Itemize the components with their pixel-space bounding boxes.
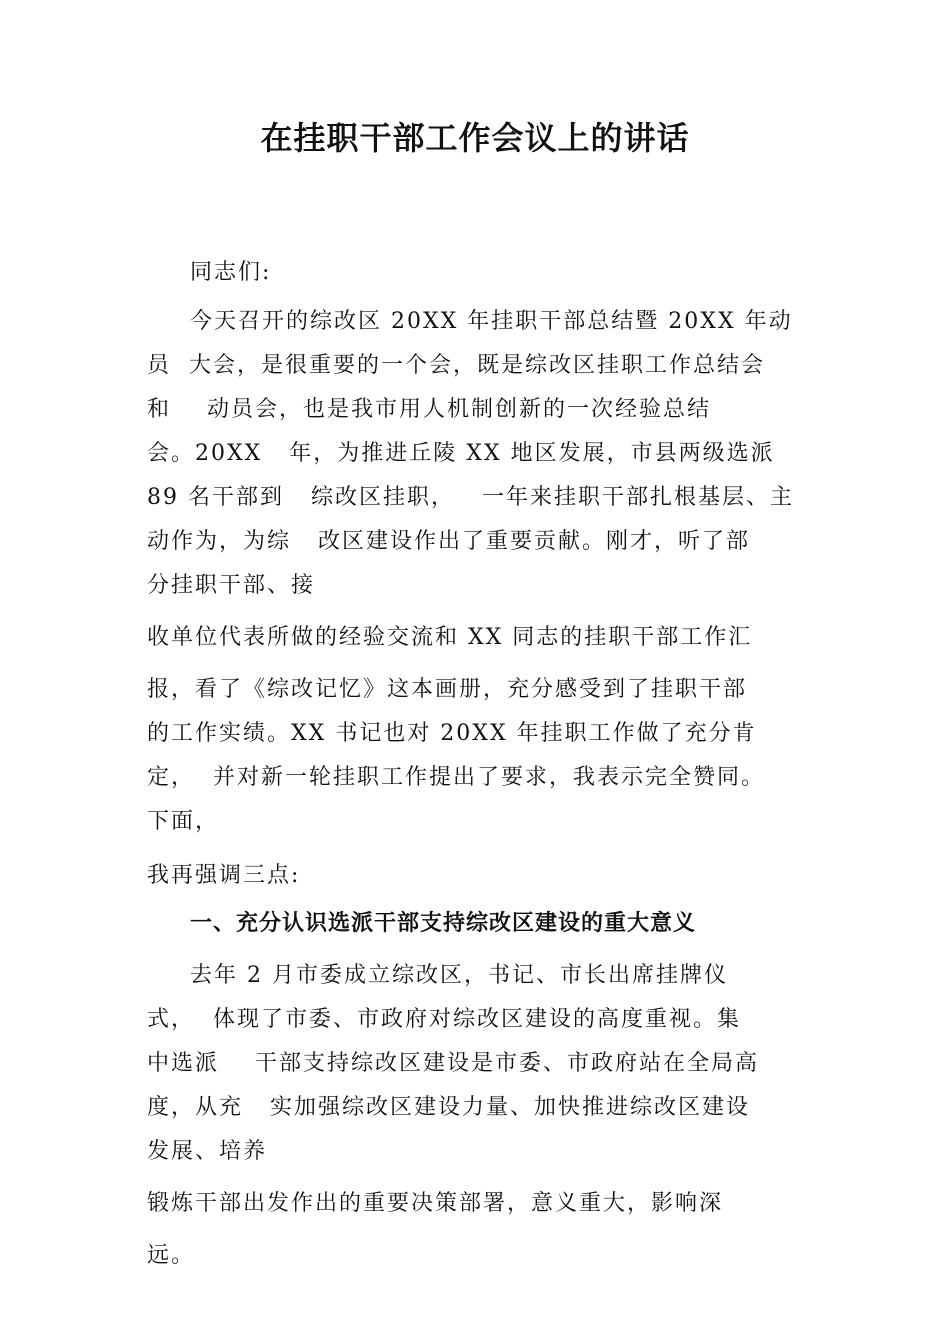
- paragraph-line: 今天召开的综改区 20XX 年挂职干部总结暨 20XX 年动: [190, 309, 793, 334]
- paragraph-line: 式， 体现了市委、市政府对综改区建设的高度重视。集: [147, 1007, 741, 1032]
- paragraph-line: 下面，: [147, 809, 220, 834]
- paragraph-line: 会。20XX 年，为推进丘陵 XX 地区发展，市县两级选派: [147, 441, 775, 466]
- paragraph-line: 远。: [147, 1243, 196, 1268]
- paragraph-line: 分挂职干部、接: [147, 573, 316, 598]
- paragraph-line: 89 名干部到 综改区挂职， 一年来挂职干部扎根基层、主: [147, 485, 794, 510]
- paragraph-line: 发展、培养: [147, 1139, 268, 1164]
- paragraph-line: 报，看了《综改记忆》这本画册，充分感受到了挂职干部: [147, 677, 748, 702]
- paragraph-line: 动作为，为综 改区建设作出了重要贡献。刚才，听了部: [147, 529, 750, 554]
- paragraph-line: 定， 并对新一轮挂职工作提出了要求，我表示完全赞同。: [147, 765, 765, 790]
- salutation: 同志们:: [190, 260, 272, 285]
- paragraph-line: 我再强调三点:: [147, 863, 301, 888]
- paragraph-line: 员 大会，是很重要的一个会，既是综改区挂职工作总结会: [147, 353, 765, 378]
- paragraph-line: 收单位代表所做的经验交流和 XX 同志的挂职干部工作汇: [147, 625, 753, 650]
- paragraph-line: 的工作实绩。XX 书记也对 20XX 年挂职工作做了充分肯: [147, 721, 757, 746]
- paragraph-line: 中选派 干部支持综改区建设是市委、市政府站在全局高: [147, 1051, 759, 1076]
- paragraph-line: 度，从充 实加强综改区建设力量、加快推进综改区建设: [147, 1095, 750, 1120]
- paragraph-line: 锻炼干部出发作出的重要决策部署，意义重大，影响深: [147, 1191, 724, 1216]
- section-heading: 一、充分认识选派干部支持综改区建设的重大意义: [190, 911, 697, 936]
- paragraph-line: 去年 2 月市委成立综改区，书记、市长出席挂牌仪: [190, 963, 728, 988]
- document-title: 在挂职干部工作会议上的讲话: [260, 119, 690, 157]
- paragraph-line: 和 动员会，也是我市用人机制创新的一次经验总结: [147, 397, 711, 422]
